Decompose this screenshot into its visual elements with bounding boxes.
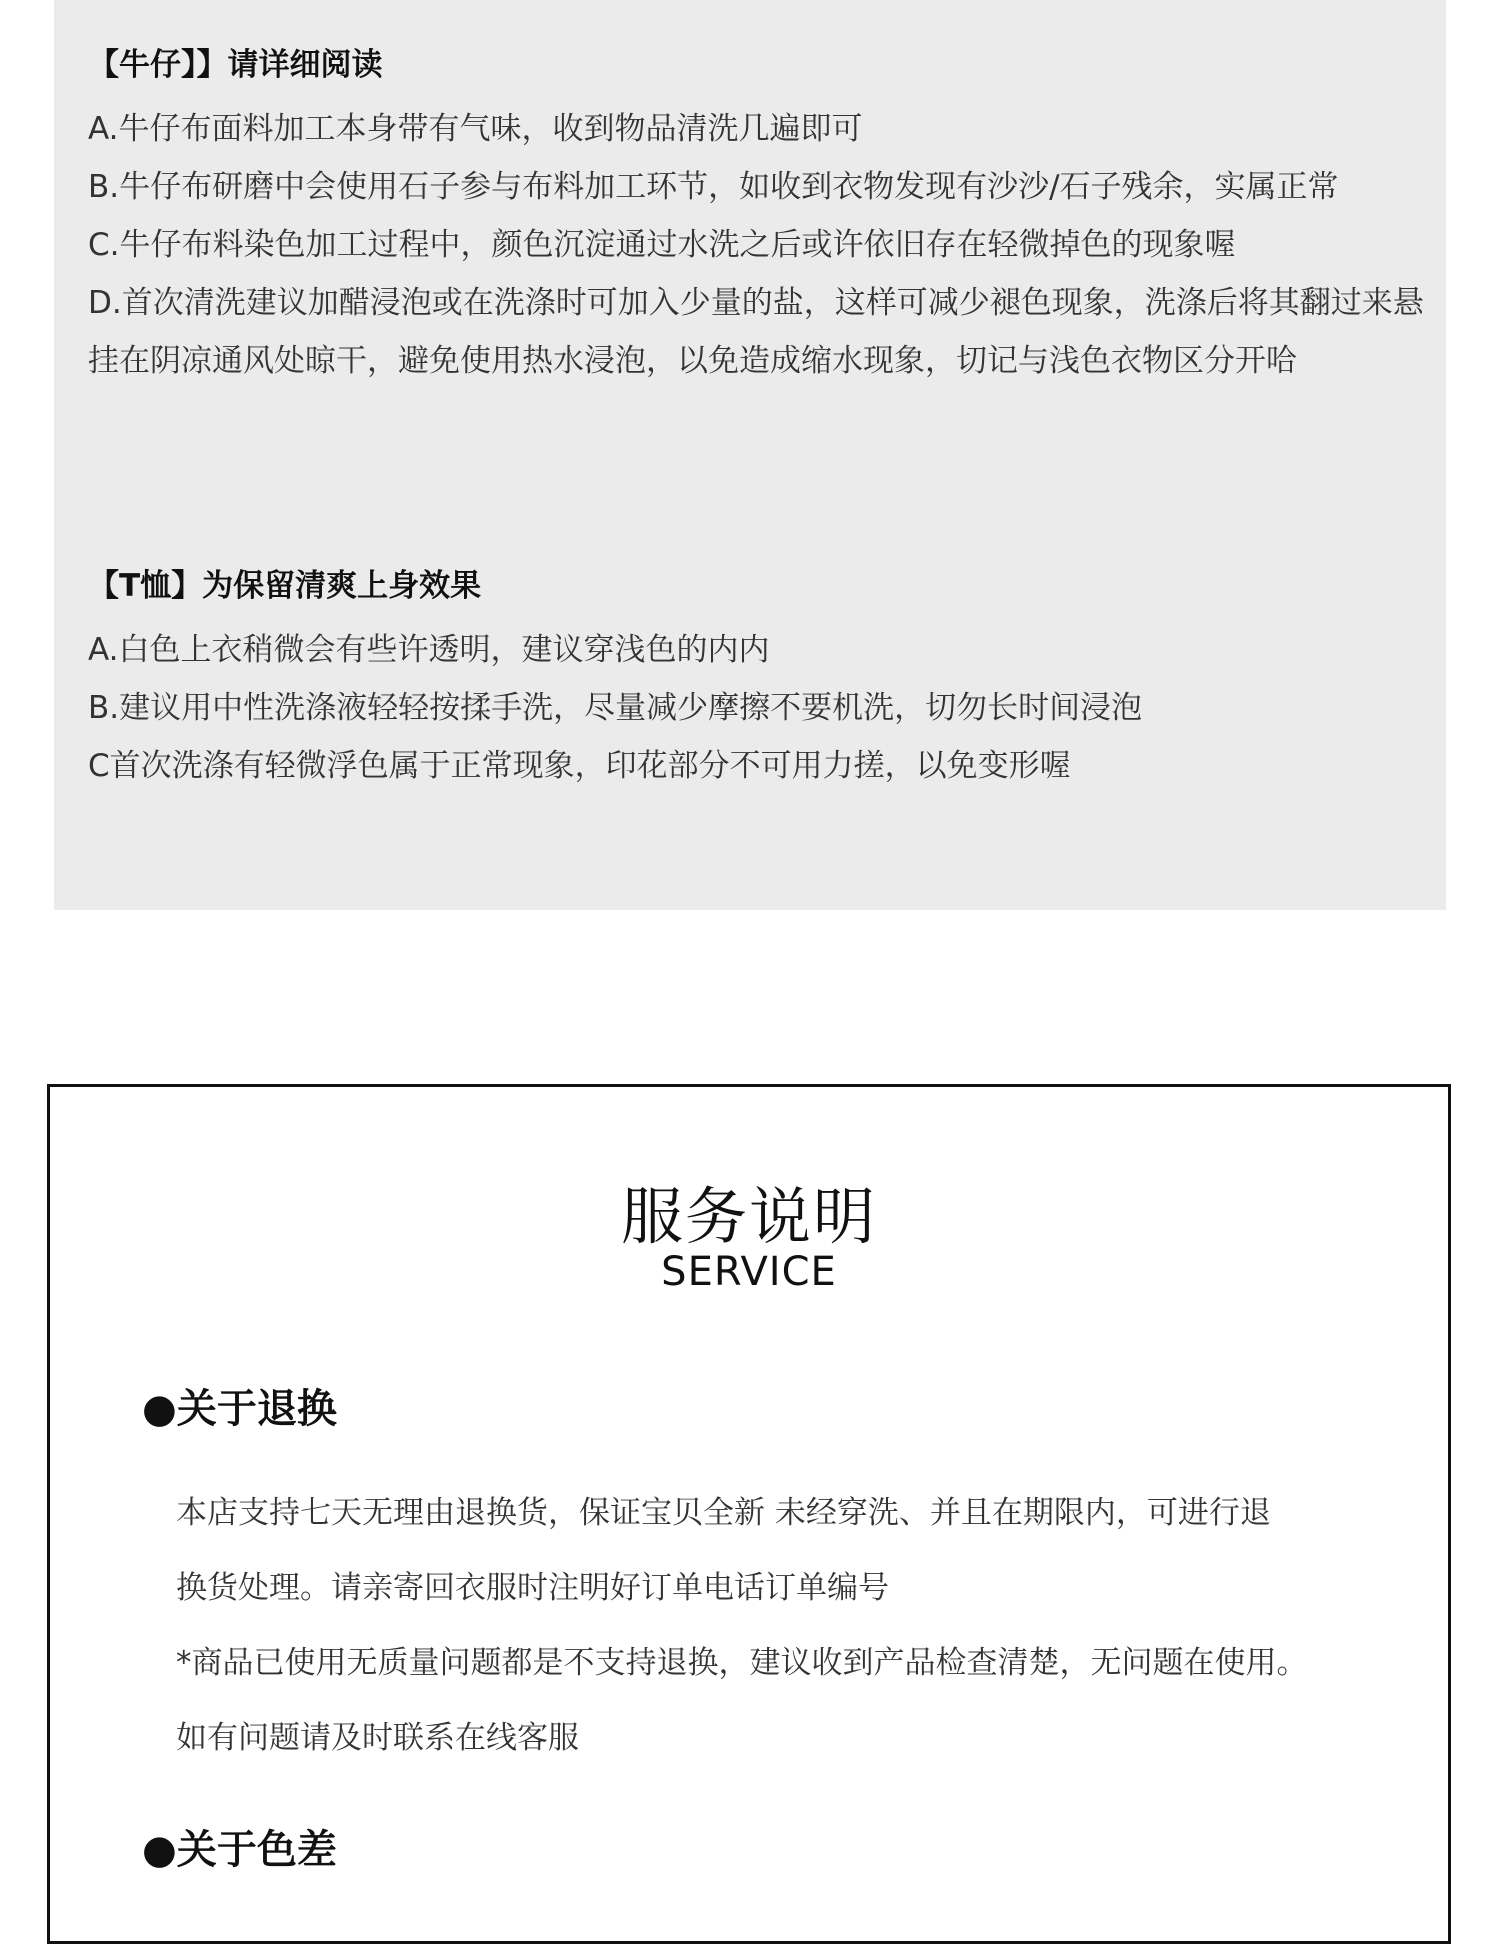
service-title: 服务说明 [620,1180,877,1253]
denim-care-line: D.首次清洗建议加醋浸泡或在洗涤时可加入少量的盐，这样可减少褪色现象，洗涤后将其翻过来悬挂在阴凉通风处晾干，避免使用热水浸泡，以免造成缩水现象，切记与浅色衣物区分开哈 [88,285,1424,379]
denim-care-heading: 【牛仔】】请详细阅读 [88,47,383,83]
care-instructions-panel [54,0,1446,910]
tshirt-care-line: A.白色上衣稍微会有些许透明，建议穿浅色的内内 [88,632,770,668]
returns-policy-line: *商品已使用无质量问题都是不支持退换，建议收到产品检查清楚，无问题在使用。 [176,1645,1308,1681]
service-subtitle: SERVICE [661,1249,837,1295]
denim-care-line: A.牛仔布面料加工本身带有气味，收到物品清洗几遍即可 [88,111,863,147]
returns-heading: ●关于退换 [142,1386,337,1432]
tshirt-care-line: B.建议用中性洗涤液轻轻按揉手洗，尽量减少摩擦不要机洗，切勿长时间浸泡 [88,690,1143,726]
tshirt-care-line: C首次洗涤有轻微浮色属于正常现象，印花部分不可用力搓，以免变形喔 [88,748,1071,784]
denim-care-line: B.牛仔布研磨中会使用石子参与布料加工环节，如收到衣物发现有沙沙/石子残余，实属正常 [88,169,1339,205]
color-difference-heading: ●关于色差 [142,1827,337,1873]
returns-policy-line: 如有问题请及时联系在线客服 [176,1720,579,1756]
service-info-box [47,1084,1451,1944]
returns-policy-text [176,1476,1436,1776]
tshirt-care-section [88,563,1428,795]
denim-care-line: C.牛仔布料染色加工过程中，颜色沉淀通过水洗之后或许依旧存在轻微掉色的现象喔 [88,227,1236,263]
returns-policy-line: 换货处理。请亲寄回衣服时注明好订单电话订单编号 [176,1570,889,1606]
returns-policy-line: 本店支持七天无理由退换货，保证宝贝全新 未经穿洗、并且在期限内，可进行退 [176,1495,1271,1531]
tshirt-care-heading: 【T恤】为保留清爽上身效果 [88,568,482,604]
denim-care-section [88,42,1428,390]
